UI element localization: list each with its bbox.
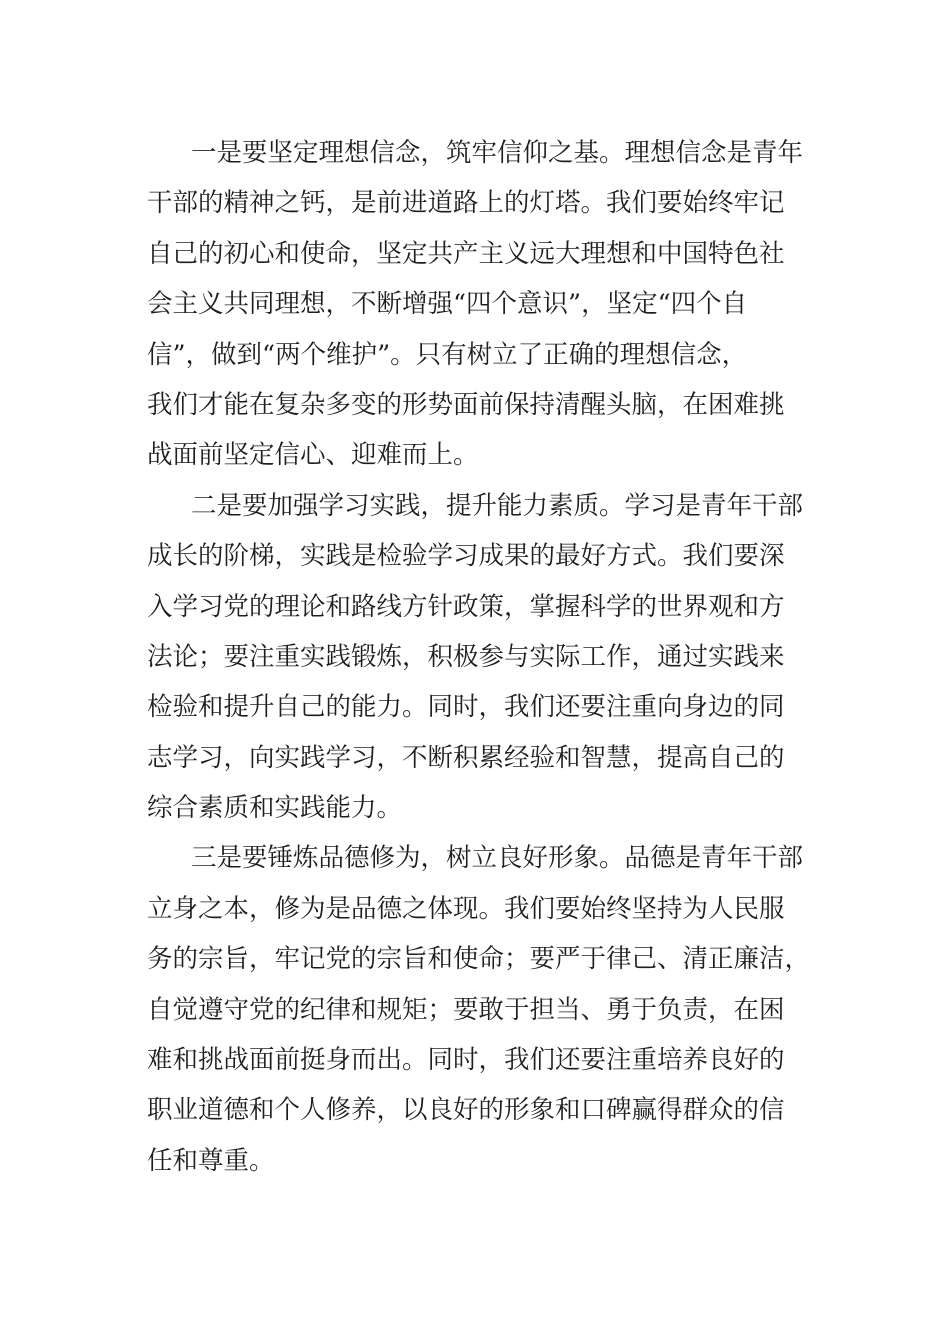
paragraph-line: 二是要加强学习实践，提升能力素质。学习是青年干部: [191, 490, 804, 521]
paragraph-line: 我们才能在复杂多变的形势面前保持清醒头脑，在困难挑: [147, 389, 785, 420]
paragraph-line: 职业道德和个人修养，以良好的形象和口碑赢得群众的信: [147, 1095, 785, 1126]
paragraph-line: 干部的精神之钙，是前进道路上的灯塔。我们要始终牢记: [147, 188, 785, 219]
paragraph-line: 会主义共同理想，不断增强“四个意识”，坚定“四个自: [147, 289, 748, 320]
paragraph-line: 务的宗旨，牢记党的宗旨和使命；要严于律己、清正廉洁，: [147, 944, 811, 975]
paragraph-ideals: [147, 128, 807, 481]
paragraph-line: 检验和提升自己的能力。同时，我们还要注重向身边的同: [147, 692, 785, 723]
paragraph-line: 难和挑战面前挺身而出。同时，我们还要注重培养良好的: [147, 1045, 785, 1076]
paragraph-line: 入学习党的理论和路线方针政策，掌握科学的世界观和方: [147, 591, 785, 622]
document-body: [147, 128, 811, 1186]
paragraph-line: 一是要坚定理想信念，筑牢信仰之基。理想信念是青年: [191, 138, 804, 168]
paragraph-line: 战面前坚定信心、迎难而上。: [147, 440, 479, 471]
paragraph-line: 综合素质和实践能力。: [147, 793, 403, 824]
paragraph-line: 法论；要注重实践锻炼，积极参与实际工作，通过实践来: [147, 641, 785, 672]
paragraph-line: 立身之本，修为是品德之体现。我们要始终坚持为人民服: [147, 893, 785, 924]
paragraph-line: 志学习，向实践学习，不断积累经验和智慧，提高自己的: [147, 742, 785, 773]
paragraph-character: [147, 833, 811, 1186]
paragraph-line: 任和尊重。: [147, 1145, 275, 1176]
paragraph-line: 信”，做到“两个维护”。只有树立了正确的理想信念，: [147, 339, 748, 370]
paragraph-line: 自觉遵守党的纪律和规矩；要敢于担当、勇于负责，在困: [147, 994, 785, 1025]
paragraph-line: 成长的阶梯，实践是检验学习成果的最好方式。我们要深: [147, 541, 785, 572]
paragraph-line: 三是要锤炼品德修为，树立良好形象。品德是青年干部: [191, 843, 804, 874]
paragraph-line: 自己的初心和使命，坚定共产主义远大理想和中国特色社: [147, 238, 785, 269]
paragraph-learning: [147, 481, 807, 834]
